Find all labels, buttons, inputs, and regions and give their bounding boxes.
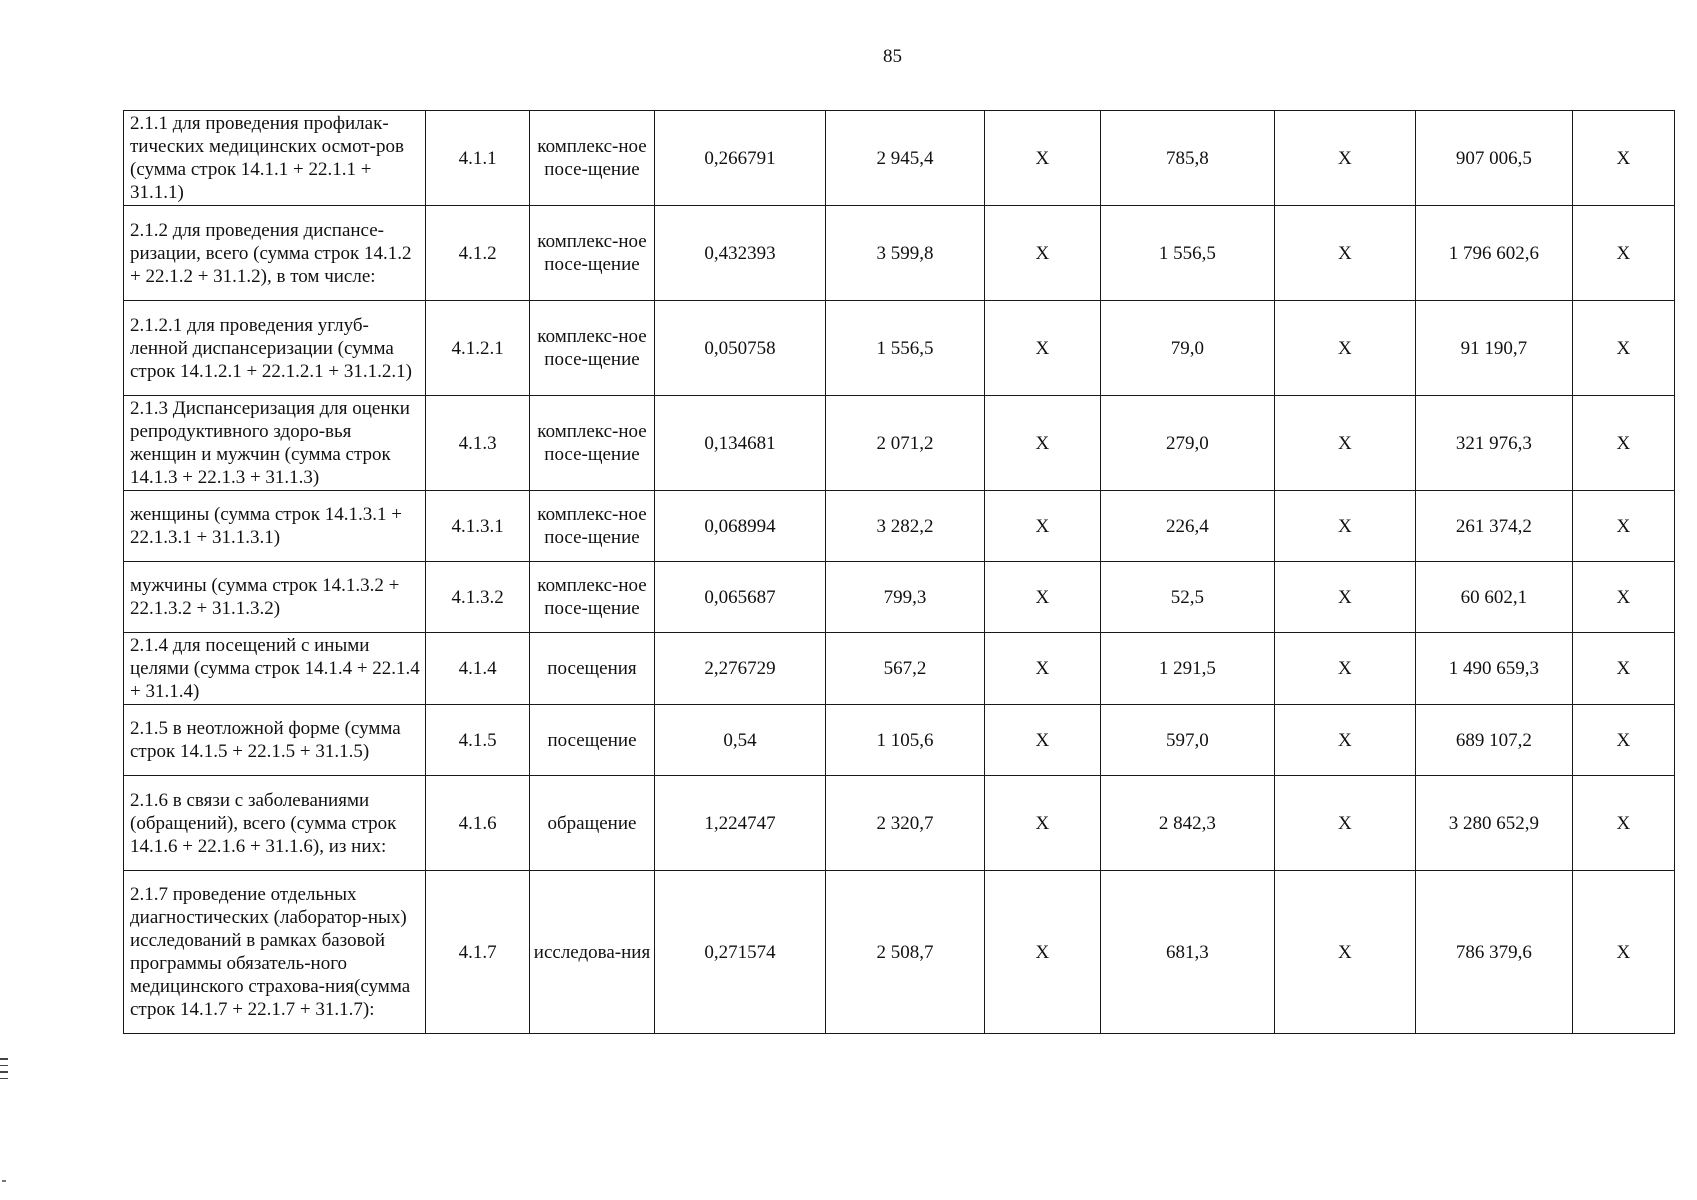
row-name-cell: 2.1.3 Диспансеризация для оценки репродуктивного здоро-вья женщин и мужчин (сумма строк 14.1.3 + 22.1.3 + 31.1.3) — [124, 396, 426, 491]
row-value-cell: X — [1572, 562, 1674, 633]
row-unit-cell: комплекс-ное посе-щение — [530, 301, 654, 396]
row-unit-cell: комплекс-ное посе-щение — [530, 562, 654, 633]
row-value-cell: 321 976,3 — [1416, 396, 1573, 491]
row-value-cell: X — [1274, 491, 1415, 562]
row-value-cell: X — [1274, 111, 1415, 206]
row-value-cell: X — [1274, 633, 1415, 705]
row-unit-cell: обращение — [530, 776, 654, 871]
row-value-cell: X — [1274, 206, 1415, 301]
table-row — [124, 633, 1675, 705]
table-row — [124, 396, 1675, 491]
row-value-cell: X — [984, 562, 1100, 633]
row-value-cell: X — [984, 871, 1100, 1034]
row-value-cell: 2 945,4 — [826, 111, 985, 206]
row-value-cell: 2 842,3 — [1101, 776, 1275, 871]
row-value-cell: 907 006,5 — [1416, 111, 1573, 206]
row-value-cell: X — [1572, 871, 1674, 1034]
row-unit-cell: исследова-ния — [530, 871, 654, 1034]
row-value-cell: 0,068994 — [654, 491, 826, 562]
row-value-cell: X — [984, 396, 1100, 491]
row-value-cell: 2 508,7 — [826, 871, 985, 1034]
row-value-cell: X — [984, 491, 1100, 562]
row-unit-cell: комплекс-ное посе-щение — [530, 396, 654, 491]
row-value-cell: X — [1572, 206, 1674, 301]
row-name-cell: 2.1.6 в связи с заболеваниями (обращений), всего (сумма строк 14.1.6 + 22.1.6 + 31.1.6), из них: — [124, 776, 426, 871]
row-value-cell: 60 602,1 — [1416, 562, 1573, 633]
table-row — [124, 562, 1675, 633]
row-name-cell: мужчины (сумма строк 14.1.3.2 + 22.1.3.2 + 31.1.3.2) — [124, 562, 426, 633]
row-value-cell: 279,0 — [1101, 396, 1275, 491]
row-value-cell: X — [1274, 871, 1415, 1034]
row-name-cell: 2.1.4 для посещений с иными целями (сумма строк 14.1.4 + 22.1.4 + 31.1.4) — [124, 633, 426, 705]
row-value-cell: 681,3 — [1101, 871, 1275, 1034]
table-row — [124, 871, 1675, 1034]
row-value-cell: 1 105,6 — [826, 705, 985, 776]
binding-marks — [0, 1058, 8, 1084]
row-code-cell: 4.1.3.2 — [425, 562, 529, 633]
row-value-cell: 0,271574 — [654, 871, 826, 1034]
row-value-cell: 689 107,2 — [1416, 705, 1573, 776]
table-row — [124, 111, 1675, 206]
row-unit-cell: комплекс-ное посе-щение — [530, 491, 654, 562]
row-name-cell: 2.1.5 в неотложной форме (сумма строк 14.1.5 + 22.1.5 + 31.1.5) — [124, 705, 426, 776]
data-table — [123, 110, 1675, 1034]
page-number: 85 — [883, 46, 902, 67]
row-value-cell: X — [984, 776, 1100, 871]
row-value-cell: X — [1572, 111, 1674, 206]
row-value-cell: X — [984, 111, 1100, 206]
row-name-cell: 2.1.1 для проведения профилак-тических медицинских осмот-ров (сумма строк 14.1.1 + 22.1.1 + 31.1.1) — [124, 111, 426, 206]
row-value-cell: 52,5 — [1101, 562, 1275, 633]
row-code-cell: 4.1.2.1 — [425, 301, 529, 396]
row-value-cell: 1 556,5 — [1101, 206, 1275, 301]
row-name-cell: 2.1.2 для проведения диспансе-ризации, всего (сумма строк 14.1.2 + 22.1.2 + 31.1.2), в том числе: — [124, 206, 426, 301]
row-code-cell: 4.1.2 — [425, 206, 529, 301]
row-value-cell: 1 490 659,3 — [1416, 633, 1573, 705]
row-code-cell: 4.1.1 — [425, 111, 529, 206]
table-row — [124, 301, 1675, 396]
row-code-cell: 4.1.3 — [425, 396, 529, 491]
row-value-cell: 2 071,2 — [826, 396, 985, 491]
row-unit-cell: посещение — [530, 705, 654, 776]
row-value-cell: 3 599,8 — [826, 206, 985, 301]
binding-mark-line — [0, 1071, 8, 1073]
row-code-cell: 4.1.3.1 — [425, 491, 529, 562]
row-value-cell: X — [1274, 562, 1415, 633]
row-value-cell: 597,0 — [1101, 705, 1275, 776]
margin-tick-mark — [2, 1180, 6, 1182]
row-value-cell: 1,224747 — [654, 776, 826, 871]
row-value-cell: 1 556,5 — [826, 301, 985, 396]
row-value-cell: 1 291,5 — [1101, 633, 1275, 705]
row-name-cell: 2.1.2.1 для проведения углуб-ленной диспансеризации (сумма строк 14.1.2.1 + 22.1.2.1 + 31.1.2.1) — [124, 301, 426, 396]
binding-mark-line — [0, 1058, 8, 1060]
row-value-cell: 261 374,2 — [1416, 491, 1573, 562]
row-value-cell: 0,54 — [654, 705, 826, 776]
row-value-cell: 1 796 602,6 — [1416, 206, 1573, 301]
row-value-cell: X — [1572, 633, 1674, 705]
row-value-cell: 799,3 — [826, 562, 985, 633]
row-value-cell: X — [1572, 301, 1674, 396]
row-value-cell: 3 282,2 — [826, 491, 985, 562]
row-value-cell: 786 379,6 — [1416, 871, 1573, 1034]
table-row — [124, 705, 1675, 776]
row-value-cell: X — [1274, 705, 1415, 776]
row-value-cell: 0,266791 — [654, 111, 826, 206]
row-code-cell: 4.1.4 — [425, 633, 529, 705]
table-row — [124, 776, 1675, 871]
row-value-cell: 785,8 — [1101, 111, 1275, 206]
row-value-cell: 2,276729 — [654, 633, 826, 705]
row-code-cell: 4.1.5 — [425, 705, 529, 776]
table-row — [124, 491, 1675, 562]
row-value-cell: X — [1274, 776, 1415, 871]
row-value-cell: 79,0 — [1101, 301, 1275, 396]
binding-mark-line — [0, 1065, 8, 1067]
row-value-cell: X — [1572, 776, 1674, 871]
row-unit-cell: комплекс-ное посе-щение — [530, 206, 654, 301]
row-value-cell: 0,065687 — [654, 562, 826, 633]
row-value-cell: 226,4 — [1101, 491, 1275, 562]
row-code-cell: 4.1.7 — [425, 871, 529, 1034]
row-value-cell: 3 280 652,9 — [1416, 776, 1573, 871]
row-unit-cell: посещения — [530, 633, 654, 705]
row-value-cell: 0,050758 — [654, 301, 826, 396]
row-code-cell: 4.1.6 — [425, 776, 529, 871]
row-value-cell: X — [1274, 301, 1415, 396]
row-value-cell: 567,2 — [826, 633, 985, 705]
row-unit-cell: комплекс-ное посе-щение — [530, 111, 654, 206]
row-value-cell: X — [984, 301, 1100, 396]
row-value-cell: X — [1572, 396, 1674, 491]
row-value-cell: 0,432393 — [654, 206, 826, 301]
table-row — [124, 206, 1675, 301]
row-value-cell: 91 190,7 — [1416, 301, 1573, 396]
row-name-cell: женщины (сумма строк 14.1.3.1 + 22.1.3.1 + 31.1.3.1) — [124, 491, 426, 562]
row-value-cell: X — [984, 633, 1100, 705]
row-name-cell: 2.1.7 проведение отдельных диагностических (лаборатор-ных) исследований в рамках базовой программы обязатель-ного медицинского страхова-ния(сумма строк 14.1.7 + 22.1.7 + 31.1.7): — [124, 871, 426, 1034]
row-value-cell: X — [984, 206, 1100, 301]
row-value-cell: X — [1274, 396, 1415, 491]
binding-mark-line — [0, 1078, 8, 1080]
row-value-cell: 2 320,7 — [826, 776, 985, 871]
row-value-cell: X — [1572, 705, 1674, 776]
row-value-cell: 0,134681 — [654, 396, 826, 491]
row-value-cell: X — [1572, 491, 1674, 562]
row-value-cell: X — [984, 705, 1100, 776]
